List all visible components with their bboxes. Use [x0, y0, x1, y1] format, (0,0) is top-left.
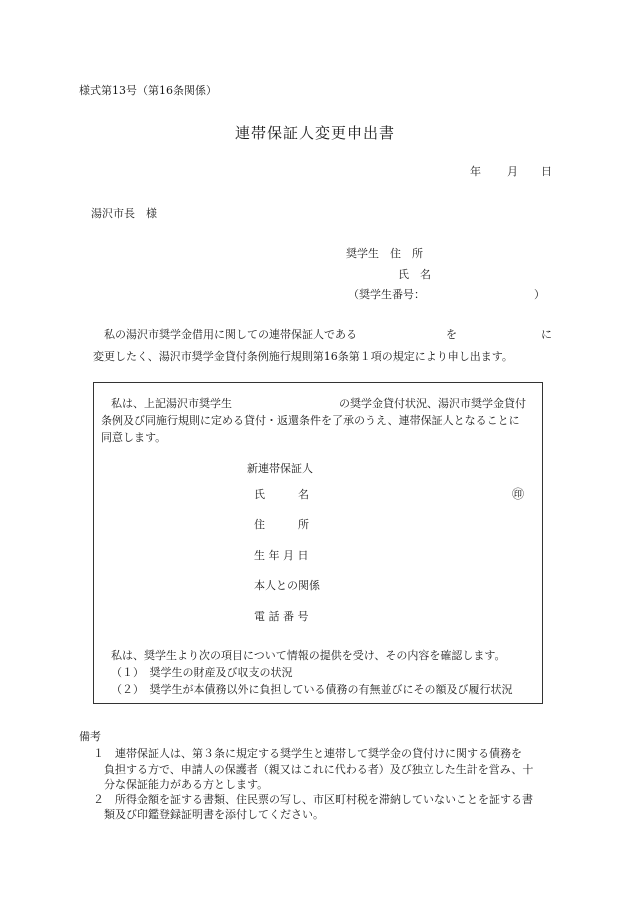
- applicant-address-label: 奨学生 住 所: [346, 247, 423, 260]
- note2-line2: 類及び印鑑登録証明書を添付してください。: [104, 808, 324, 821]
- consent-line2: 条例及び同施行規則に定める貸付・返還条件を了承のうえ、連帯保証人となることに: [101, 414, 520, 427]
- request-line1-a: 私の湯沢市奨学金借用に関しての連帯保証人である: [104, 328, 357, 341]
- date-day: 日: [541, 165, 552, 178]
- student-number-open: （奨学生番号：: [348, 288, 425, 301]
- date-year: 年: [470, 165, 481, 178]
- request-line1-b: を: [446, 328, 457, 341]
- note1-line3: 分な保証能力がある方とします。: [104, 778, 269, 791]
- new-guarantor-heading: 新連帯保証人: [247, 462, 313, 475]
- notes-heading: 備考: [79, 730, 101, 743]
- note1-line2: 負担する方で、申請人の保護者（親又はこれに代わる者）及び独立した生計を営み、十: [104, 763, 534, 776]
- applicant-name-label: 氏 名: [398, 268, 431, 281]
- guarantor-phone-label: 電 話 番 号: [254, 610, 309, 623]
- consent-box: [93, 382, 543, 704]
- consent-line1-a: 私は、上記湯沢市奨学生: [111, 397, 232, 410]
- addressee: 湯沢市長 様: [91, 207, 157, 220]
- info-item-2: （２） 奨学生が本債務以外に負担している債務の有無並びにその額及び履行状況: [111, 683, 513, 696]
- request-line2: 変更したく、湯沢市奨学金貸付条例施行規則第16条第１項の規定により申し出ます。: [93, 350, 513, 363]
- request-line1-c: に: [541, 328, 552, 341]
- seal-mark: ㊞: [512, 487, 525, 501]
- note2-line1: ２ 所得金額を証する書類、住民票の写し、市区町村税を滞納していないことを証する書: [93, 793, 533, 806]
- consent-line3: 同意します。: [101, 431, 167, 444]
- guarantor-birthdate-label: 生 年 月 日: [254, 549, 309, 562]
- guarantor-name-label: 氏 名: [254, 488, 309, 501]
- info-statement: 私は、奨学生より次の項目について情報の提供を受け、その内容を確認します。: [111, 649, 506, 662]
- consent-line1-b: の奨学金貸付状況、湯沢市奨学金貸付: [339, 397, 526, 410]
- note1-line1: １ 連帯保証人は、第３条に規定する奨学生と連帯して奨学金の貸付けに関する債務を: [93, 747, 522, 760]
- info-item-1: （１） 奨学生の財産及び収支の状況: [111, 666, 293, 679]
- form-number: 様式第13号（第16条関係）: [79, 84, 217, 97]
- student-number-close: ）: [534, 288, 545, 301]
- guarantor-address-label: 住 所: [254, 518, 309, 531]
- date-month: 月: [507, 165, 518, 178]
- document-title: 連帯保証人変更申出書: [234, 124, 395, 142]
- guarantor-relationship-label: 本人との関係: [254, 579, 320, 592]
